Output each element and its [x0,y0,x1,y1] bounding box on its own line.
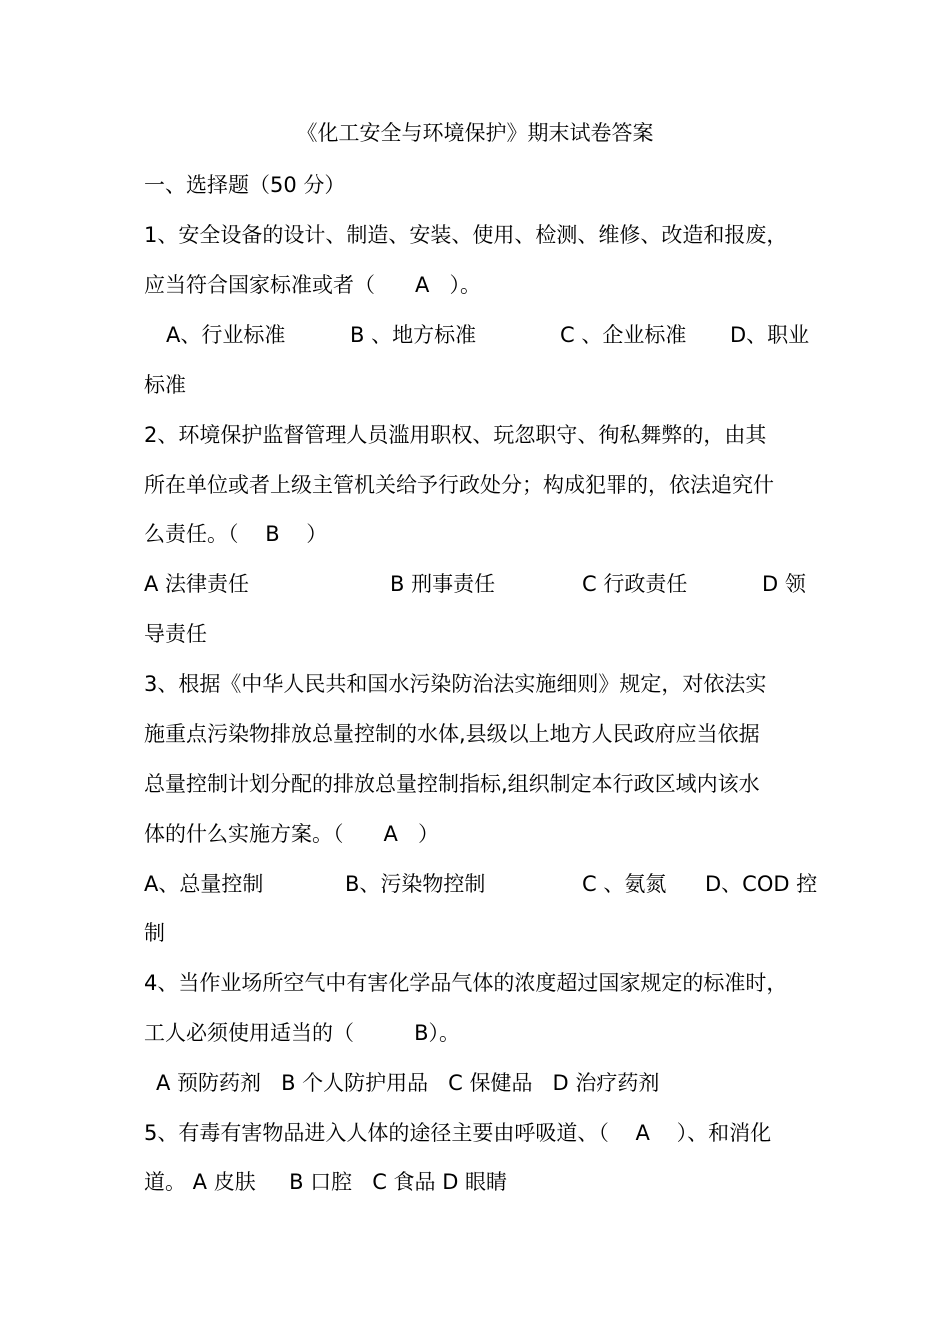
question-3-option-b: B、污染物控制 [345,872,486,896]
question-1-option-d: D、职业 [730,323,810,347]
question-3-line-3: 总量控制计划分配的排放总量控制指标,组织制定本行政区域内该水 [144,772,760,796]
question-2-line-1: 2、环境保护监督管理人员滥用职权、玩忽职守、徇私舞弊的，由其 [144,423,767,447]
question-4-line-2: 工人必须使用适当的（ B）。 [144,1021,460,1045]
question-4-options: A 预防药剂 B 个人防护用品 C 保健品 D 治疗药剂 [156,1071,660,1095]
question-1-line-2: 应当符合国家标准或者（ A ）。 [144,273,481,297]
question-3-option-d: D、COD 控 [705,872,818,896]
question-2-option-c: C 行政责任 [582,572,688,596]
question-2-option-a: A 法律责任 [144,572,250,596]
question-3-option-continued: 制 [144,921,165,945]
question-2-line-3: 么责任。（ B ） [144,522,328,546]
question-1-option-c: C 、企业标准 [560,323,687,347]
question-2-line-2: 所在单位或者上级主管机关给予行政处分；构成犯罪的，依法追究什 [144,473,774,497]
question-2-option-d: D 领 [762,572,806,596]
question-5-line-2: 道。 A 皮肤 B 口腔 C 食品 D 眼睛 [144,1170,508,1194]
question-4-line-1: 4、当作业场所空气中有害化学品气体的浓度超过国家规定的标准时， [144,971,788,995]
question-5-line-1: 5、有毒有害物品进入人体的途径主要由呼吸道、（ A ）、和消化 [144,1121,772,1145]
question-3-option-a: A、总量控制 [144,872,264,896]
page-title: 《化工安全与环境保护》期末试卷答案 [296,121,654,145]
question-3-line-2: 施重点污染物排放总量控制的水体,县级以上地方人民政府应当依据 [144,722,760,746]
question-1-option-continued: 标准 [144,373,186,397]
question-1-option-a: A、行业标准 [166,323,286,347]
section-heading: 一、选择题（50 分） [144,173,346,197]
question-3-line-1: 3、根据《中华人民共和国水污染防治法实施细则》规定，对依法实 [144,672,767,696]
question-2-option-b: B 刑事责任 [390,572,496,596]
question-1-line-1: 1、安全设备的设计、制造、安装、使用、检测、维修、改造和报废， [144,223,788,247]
question-3-option-c: C 、氨氮 [582,872,667,896]
question-3-line-4: 体的什么实施方案。（ A ） [144,822,439,846]
question-1-option-b: B 、地方标准 [350,323,477,347]
question-2-option-continued: 导责任 [144,622,207,646]
